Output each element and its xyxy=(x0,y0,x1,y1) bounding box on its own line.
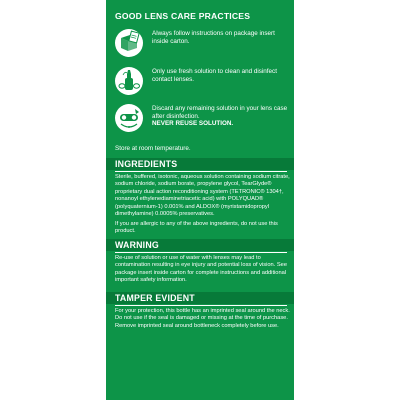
ingredients-text: Sterile, buffered, isotonic, aqueous solution containing sodium citrate, sodium chloride, sodium borate, propylene glycol, TearGlyde® proprietary dual action reconditioning system (TETRONIC® 1304†, nonanoyl ethylenediaminetriacetic acid) with POLYQUAD® (polyquaternium-1) 0.001% and ALDOX® (myristamidopropyl dimethylamine) 0.0005% preservatives. xyxy=(115,174,290,218)
tamper-evident-title: TAMPER EVIDENT xyxy=(115,293,195,303)
allergy-notice: If you are allergic to any of the above ingredients, do not use this product. xyxy=(115,221,278,235)
warning-title: WARNING xyxy=(115,240,159,250)
tamper-evident-divider xyxy=(115,305,287,306)
ingredients-title: INGREDIENTS xyxy=(115,159,178,169)
care-practices-heading: GOOD LENS CARE PRACTICES xyxy=(115,11,251,21)
never-reuse-emphasis: NEVER REUSE SOLUTION. xyxy=(152,120,234,128)
lens-care-label-panel xyxy=(106,0,294,400)
warning-divider xyxy=(115,252,287,253)
storage-instructions: Store at room temperature. xyxy=(115,145,191,152)
discard-solution-icon xyxy=(115,104,143,132)
care-tip-text: Only use fresh solution to clean and disinfect contact lenses. xyxy=(152,68,277,83)
tamper-evident-text: For your protection, this bottle has an imprinted seal around the neck. Do not use if the seal is damaged or missing at the time of purchase. Remove imprinted seal around bottleneck completely before use. xyxy=(115,308,290,329)
ingredients-header xyxy=(106,158,294,170)
ingredients-divider xyxy=(115,171,287,172)
carton-insert-icon xyxy=(115,29,143,57)
warning-text: Re-use of solution or use of water with lenses may lead to contamination resulting in eye injury and potential loss of vision. See package insert inside carton for complete instructions and additional important safety information. xyxy=(115,255,287,284)
care-tip-discard-solution xyxy=(106,104,294,148)
warning-header xyxy=(106,239,294,251)
care-tip-text: Always follow instructions on package insert inside carton. xyxy=(152,30,275,45)
tamper-evident-header xyxy=(106,292,294,304)
fresh-solution-bottle-icon xyxy=(115,67,143,95)
care-tip-text: Discard any remaining solution in your lens case after disinfection. NEVER REUSE SOLUTION. xyxy=(152,105,288,128)
